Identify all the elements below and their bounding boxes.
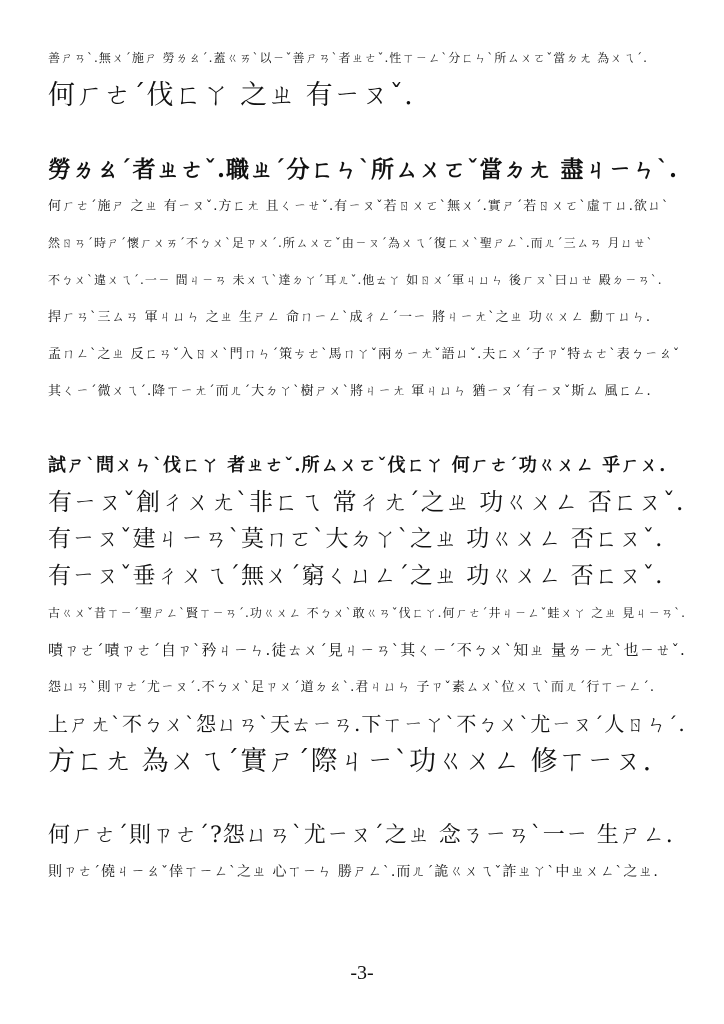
text-line: 孟ㄇㄥˋ之ㄓ 反ㄈㄢˇ入ㄖㄨˋ門ㄇㄣˊ策ㄘㄜˋ馬ㄇㄚˇ兩ㄌㄧㄤˇ語ㄩˇ.夫ㄈㄨˊ子ㄗˇ特ㄊㄜˋ表ㄅㄧㄠˇ [48,347,681,362]
text-line: 其ㄑㄧˊ微ㄨㄟˊ.降ㄒㄧㄤˊ而ㄦˊ大ㄉㄚˋ樹ㄕㄨˋ將ㄐㄧㄤ 軍ㄐㄩㄣ 猶ㄧㄡˊ有ㄧㄡˇ斯ㄙ 風ㄈㄥ. [48,384,652,399]
text-line: 有ㄧㄡˇ建ㄐㄧㄢˋ莫ㄇㄛˋ大ㄉㄚˋ之ㄓ 功ㄍㄨㄥ 否ㄈㄡˇ. [48,526,664,552]
paragraph-spacer [48,780,688,817]
paragraph-2 [48,151,688,410]
paragraph-1 [48,40,688,114]
document-body [48,40,688,891]
text-line: 然ㄖㄢˊ時ㄕˊ懷ㄏㄨㄞˊ不ㄅㄨˋ足ㄗㄨˊ.所ㄙㄨㄛˇ由ㄧㄡˊ為ㄨㄟˊ復ㄈㄨˋ聖ㄕㄥˋ.而ㄦˊ三ㄙㄢ 月ㄩㄝˋ [48,236,654,250]
text-line: 怨ㄩㄢˋ則ㄗㄜˊ尤ㄧㄡˊ.不ㄅㄨˋ足ㄗㄨˊ道ㄉㄠˋ.君ㄐㄩㄣ 子ㄗˇ素ㄙㄨˋ位ㄨㄟˋ而ㄦˊ行ㄒㄧㄥˊ. [48,680,656,695]
text-line: 捍ㄏㄢˋ三ㄙㄢ 軍ㄐㄩㄣ 之ㄓ 生ㄕㄥ 命ㄇㄧㄥˋ成ㄔㄥˊ一ㄧ 將ㄐㄧㄤˋ之ㄓ 功ㄍㄨㄥ 勳ㄒㄩㄣ. [48,310,652,325]
text-line: 古ㄍㄨˇ昔ㄒㄧˊ聖ㄕㄥˋ賢ㄒㄧㄢˊ.功ㄍㄨㄥ 不ㄅㄨˋ敢ㄍㄢˇ伐ㄈㄚ.何ㄏㄜˊ井ㄐㄧㄥˇ蛙ㄨㄚ 之ㄓ 見ㄐㄧㄢˋ. [48,606,686,620]
text-line: 上ㄕㄤˋ不ㄅㄨˋ怨ㄩㄢˋ天ㄊㄧㄢ.下ㄒㄧㄚˋ不ㄅㄨˋ尤ㄧㄡˊ人ㄖㄣˊ. [48,712,686,736]
paragraph-4 [48,817,688,891]
section-heading-line: 勞ㄌㄠˊ者ㄓㄜˇ.職ㄓˊ分ㄈㄣˋ所ㄙㄨㄛˇ當ㄉㄤ 盡ㄐㄧㄣˋ. [48,156,679,183]
text-line: 不ㄅㄨˋ違ㄨㄟˊ.一ㄧ 間ㄐㄧㄢ 未ㄨㄟˋ達ㄉㄚˊ耳ㄦˇ.他ㄊㄚ 如ㄖㄨˊ軍ㄐㄩㄣ 後ㄏㄡˋ曰ㄩㄝ 殿ㄉㄧㄢˋ. [48,273,663,287]
text-line: 方ㄈㄤ 為ㄨㄟˊ實ㄕˊ際ㄐㄧˋ功ㄍㄨㄥ 修ㄒㄧㄡ. [48,746,653,777]
text-line: 何ㄏㄜˊ則ㄗㄜˊ?怨ㄩㄢˋ尤ㄧㄡˊ之ㄓ 念ㄋㄧㄢˋ一ㄧ 生ㄕㄥ. [48,823,674,848]
text-line: 善ㄕㄢˋ.無ㄨˊ施ㄕ 勞ㄌㄠˊ.蓋ㄍㄞˋ以ㄧˇ善ㄕㄢˋ者ㄓㄜˇ.性ㄒㄧㄥˋ分ㄈㄣˋ所ㄙㄨㄛˇ當ㄉㄤ 為ㄨㄟˊ. [48,51,648,65]
text-line: 則ㄗㄜˊ僥ㄐㄧㄠˇ倖ㄒㄧㄥˋ之ㄓ 心ㄒㄧㄣ 勝ㄕㄥˋ.而ㄦˊ詭ㄍㄨㄟˇ詐ㄓㄚˋ中ㄓㄨㄥˋ之ㄓ. [48,864,659,880]
text-line: 有ㄧㄡˇ垂ㄔㄨㄟˊ無ㄨˊ窮ㄑㄩㄥˊ之ㄓ 功ㄍㄨㄥ 否ㄈㄡˇ. [48,563,664,589]
paragraph-spacer [48,114,688,151]
text-line: 有ㄧㄡˇ創ㄔㄨㄤˋ非ㄈㄟ 常ㄔㄤˊ之ㄓ 功ㄍㄨㄥ 否ㄈㄡˇ. [48,488,685,516]
text-line: 何ㄏㄜˊ施ㄕ 之ㄓ 有ㄧㄡˇ.方ㄈㄤ 且ㄑㄧㄝˇ.有ㄧㄡˇ若ㄖㄨㄛˋ無ㄨˊ.實ㄕˊ若ㄖㄨㄛˋ虛ㄒㄩ.欲ㄩˋ [48,199,670,214]
text-line: 嘖ㄗㄜˊ嘖ㄗㄜˊ自ㄗˋ矜ㄐㄧㄣ.徒ㄊㄨˊ見ㄐㄧㄢˋ其ㄑㄧˊ不ㄅㄨˋ知ㄓ 量ㄌㄧㄤˋ也ㄧㄝˇ. [48,641,686,659]
section-heading-line: 試ㄕˋ問ㄨㄣˋ伐ㄈㄚ 者ㄓㄜˇ.所ㄙㄨㄛˇ伐ㄈㄚ 何ㄏㄜˊ功ㄍㄨㄥ 乎ㄏㄨ. [48,455,667,476]
paragraph-spacer [48,410,688,447]
text-line: 何ㄏㄜˊ伐ㄈㄚ 之ㄓ 有ㄧㄡˇ. [48,80,414,111]
page-number: -3- [350,962,374,984]
paragraph-3 [48,447,688,780]
